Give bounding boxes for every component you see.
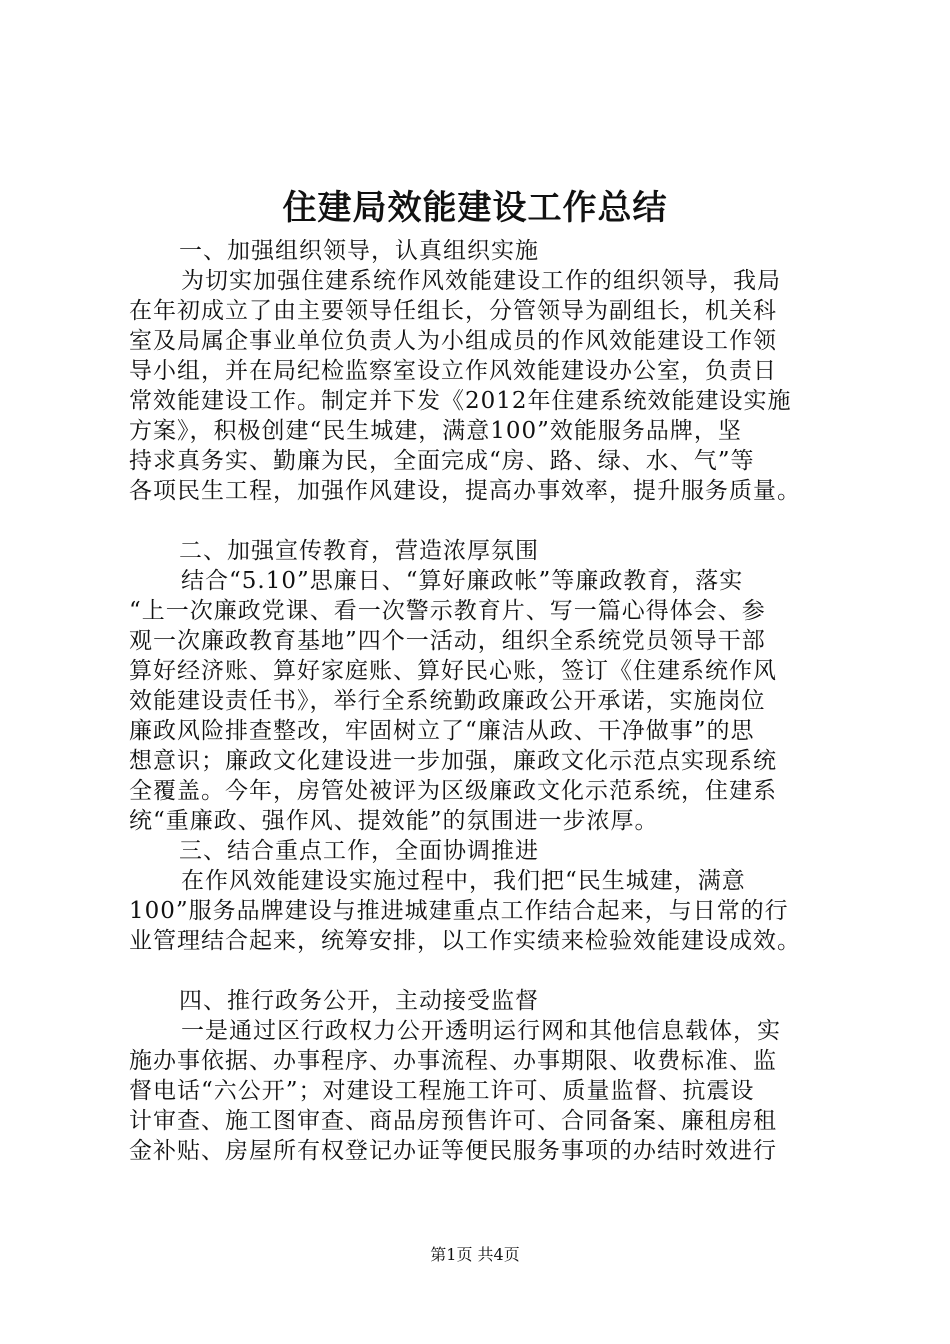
paragraph-line: 观一次廉政教育基地”四个一活动，组织全系统党员领导干部: [129, 628, 766, 654]
section-heading-3: 三、结合重点工作，全面协调推进: [179, 838, 539, 864]
paragraph-line: 100”服务品牌建设与推进城建重点工作结合起来，与日常的行: [129, 898, 789, 924]
document-title: 住建局效能建设工作总结: [282, 188, 668, 228]
paragraph-line: 结合“5.10”思廉日、“算好廉政帐”等廉政教育，落实: [181, 568, 744, 594]
paragraph-line: “上一次廉政党课、看一次警示教育片、写一篇心得体会、参: [129, 598, 766, 624]
paragraph-line: 导小组，并在局纪检监察室设立作风效能建设办公室，负责日: [129, 358, 777, 384]
section-heading-2: 二、加强宣传教育，营造浓厚氛围: [179, 538, 539, 564]
paragraph-line: 为切实加强住建系统作风效能建设工作的组织领导，我局: [181, 268, 781, 294]
paragraph-line: 室及局属企事业单位负责人为小组成员的作风效能建设工作领: [129, 328, 777, 354]
paragraph-gap: [129, 956, 849, 986]
paragraph-line: 各项民生工程，加强作风建设，提高办事效率，提升服务质量。: [129, 478, 801, 504]
paragraph-line: 施办事依据、办事程序、办事流程、办事期限、收费标准、监: [129, 1048, 777, 1074]
paragraph-line: 一是通过区行政权力公开透明运行网和其他信息载体，实: [181, 1018, 781, 1044]
paragraph-line: 想意识；廉政文化建设进一步加强，廉政文化示范点实现系统: [129, 748, 777, 774]
paragraph-line: 方案》，积极创建“民生城建，满意100”效能服务品牌，坚: [129, 418, 742, 444]
document-body: [129, 236, 849, 1166]
paragraph-line: 效能建设责任书》，举行全系统勤政廉政公开承诺，实施岗位: [129, 688, 766, 714]
paragraph-line: 统“重廉政、强作风、提效能”的氛围进一步浓厚。: [129, 808, 659, 834]
paragraph-line: 廉政风险排查整改，牢固树立了“廉洁从政、干净做事”的思: [129, 718, 755, 744]
paragraph-line: 督电话“六公开”；对建设工程施工许可、质量监督、抗震设: [129, 1078, 755, 1104]
section-heading-1: 一、加强组织领导，认真组织实施: [179, 238, 539, 264]
paragraph-line: 持求真务实、勤廉为民，全面完成“房、路、绿、水、气”等: [129, 448, 755, 474]
page-number-footer: 第1页 共4页: [430, 1245, 520, 1264]
paragraph-line: 算好经济账、算好家庭账、算好民心账，签订《住建系统作风: [129, 658, 777, 684]
paragraph-line: 业管理结合起来，统筹安排，以工作实绩来检验效能建设成效。: [129, 928, 801, 954]
paragraph-line: 常效能建设工作。制定并下发《2012年住建系统效能建设实施: [129, 388, 792, 414]
paragraph-gap: [129, 506, 849, 536]
paragraph-line: 全覆盖。今年，房管处被评为区级廉政文化示范系统，住建系: [129, 778, 777, 804]
paragraph-line: 金补贴、房屋所有权登记办证等便民服务事项的办结时效进行: [129, 1138, 777, 1164]
paragraph-line: 计审查、施工图审查、商品房预售许可、合同备案、廉租房租: [129, 1108, 777, 1134]
paragraph-line: 在年初成立了由主要领导任组长，分管领导为副组长，机关科: [129, 298, 777, 324]
paragraph-line: 在作风效能建设实施过程中，我们把“民生城建，满意: [181, 868, 746, 894]
section-heading-4: 四、推行政务公开，主动接受监督: [179, 988, 539, 1014]
